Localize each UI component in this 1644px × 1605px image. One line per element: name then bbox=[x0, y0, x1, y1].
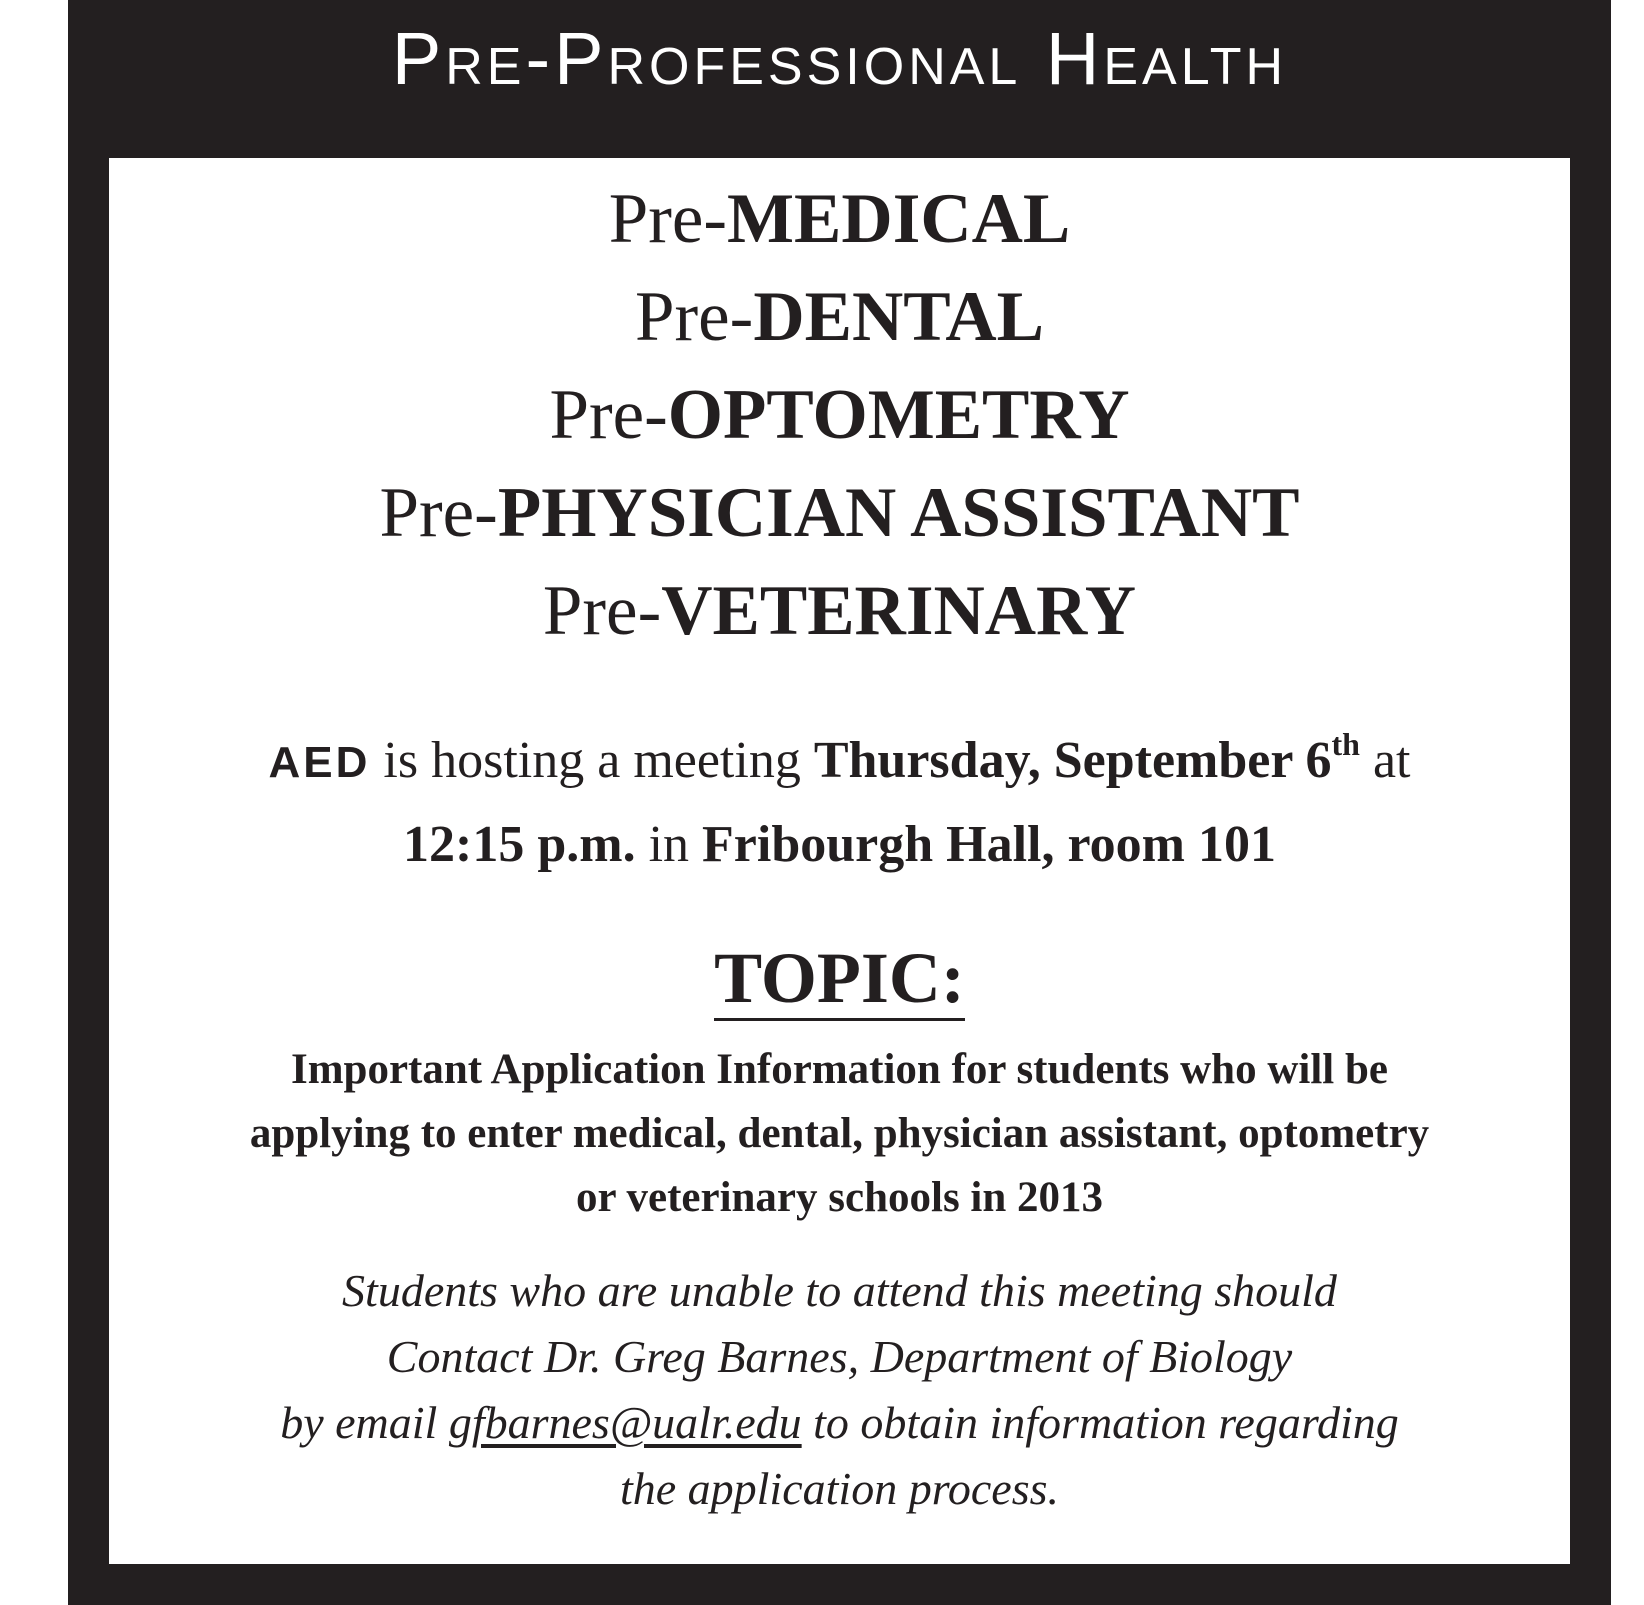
program-item bbox=[109, 464, 1570, 562]
note-line: the application process. bbox=[619, 1463, 1060, 1514]
program-prefix: Pre- bbox=[379, 474, 498, 552]
topic-section bbox=[109, 938, 1570, 1021]
note-line: Contact Dr. Greg Barnes, Department of Biology bbox=[386, 1331, 1293, 1382]
program-prefix: Pre- bbox=[635, 278, 754, 356]
meeting-announcement bbox=[109, 720, 1570, 886]
at-text: at bbox=[1359, 732, 1411, 789]
meeting-date-suffix: th bbox=[1331, 726, 1360, 762]
contact-note bbox=[109, 1258, 1570, 1522]
program-prefix: Pre- bbox=[542, 572, 662, 650]
email-link[interactable]: gfbarnes@ualr.edu bbox=[448, 1397, 802, 1448]
program-name: MEDICAL bbox=[727, 180, 1071, 258]
topic-heading: TOPIC: bbox=[714, 938, 965, 1021]
flyer-content-panel bbox=[109, 158, 1570, 1564]
topic-line: or veterinary schools in 2013 bbox=[575, 1174, 1104, 1221]
note-line bbox=[109, 1390, 1570, 1456]
meeting-line-1 bbox=[109, 720, 1570, 804]
program-name: PHYSICIAN ASSISTANT bbox=[497, 474, 1300, 552]
flyer-title: Pre-Professional Health bbox=[391, 17, 1288, 100]
program-item bbox=[109, 268, 1570, 366]
program-item bbox=[109, 562, 1570, 660]
note-email-prefix: by email bbox=[280, 1397, 449, 1448]
program-name: VETERINARY bbox=[661, 572, 1137, 650]
program-name: DENTAL bbox=[753, 278, 1044, 356]
note-line: Students who are unable to attend this meeting should bbox=[342, 1265, 1337, 1316]
meeting-line-2 bbox=[109, 804, 1570, 886]
program-list bbox=[109, 170, 1570, 660]
organization-name: AED bbox=[268, 738, 371, 787]
meeting-time: 12:15 p.m. bbox=[403, 816, 636, 873]
meeting-date: Thursday, September 6 bbox=[813, 732, 1332, 789]
meeting-location: Fribourgh Hall, room 101 bbox=[702, 816, 1276, 873]
program-name: OPTOMETRY bbox=[667, 376, 1130, 454]
topic-description bbox=[109, 1038, 1570, 1230]
topic-line: applying to enter medical, dental, physician assistant, optometry bbox=[249, 1110, 1430, 1157]
program-prefix: Pre- bbox=[549, 376, 668, 454]
flyer-border bbox=[68, 0, 1611, 1605]
note-email-suffix: to obtain information regarding bbox=[801, 1397, 1399, 1448]
program-item bbox=[109, 366, 1570, 464]
topic-line: Important Application Information for students who will be bbox=[290, 1046, 1388, 1093]
program-item bbox=[109, 170, 1570, 268]
in-text: in bbox=[635, 816, 703, 873]
program-prefix: Pre- bbox=[608, 180, 728, 258]
hosting-text: is hosting a meeting bbox=[370, 732, 814, 789]
